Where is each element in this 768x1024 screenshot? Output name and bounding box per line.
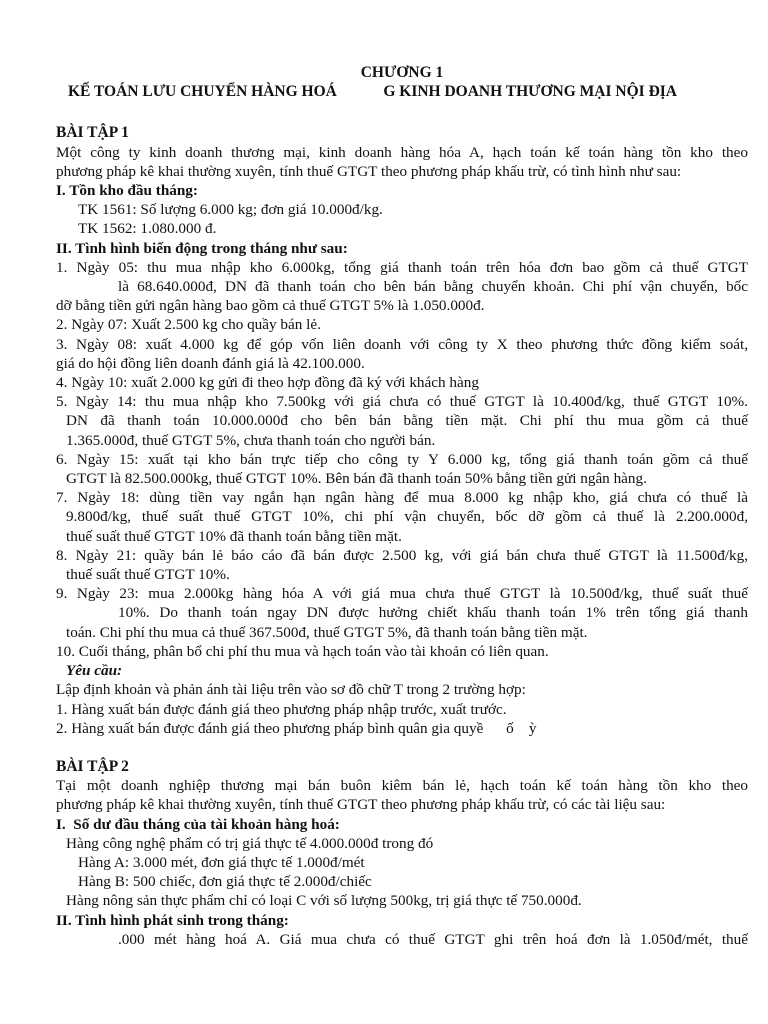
ex1-item-7-line-3: thuế suất thuế GTGT 10% đã thanh toán bằng tiền mặt.	[66, 527, 402, 545]
ex1-item-8-line-2: thuế suất thuế GTGT 10%.	[66, 566, 230, 584]
ex2-section-2-heading: II. Tình hình phát sinh trong tháng:	[56, 911, 289, 929]
ex1-item-10: 10. Cuối tháng, phân bổ chi phí thu mua và hạch toán vào tài khoản có liên quan.	[56, 642, 549, 660]
ex1-item-9-line-2: 10%. Do thanh toán ngay DN được hưởng chiết khấu thanh toán 1% trên tổng giá thanh	[118, 604, 748, 622]
ex2-balance-line-4: Hàng nông sản thực phẩm chỉ có loại C với số lượng 500kg, trị giá thực tế 750.000đ.	[66, 892, 582, 910]
ex1-item-1-line-1: 1. Ngày 05: thu mua nhập kho 6.000kg, tổng giá thanh toán trên hóa đơn bao gồm cả thuế GTGT	[56, 258, 748, 276]
ex2-balance-line-1: Hàng công nghệ phẩm có trị giá thực tế 4.000.000đ trong đó	[66, 834, 434, 852]
ex1-item-9-line-3: toán. Chi phí thu mua cả thuế 367.500đ, thuế GTGT 5%, đã thanh toán bằng tiền mặt.	[66, 623, 588, 641]
ex2-intro-line-1: Tại một doanh nghiệp thương mại bán buôn kiêm bán lẻ, hạch toán kế toán hàng tồn kho theo	[56, 777, 748, 795]
ex1-item-5-line-2: DN đã thanh toán 10.000.000đ cho bên bán bằng tiền mặt. Chi phí thu mua gồm cả thuế	[66, 412, 748, 430]
ex1-item-3-line-1: 3. Ngày 08: xuất 4.000 kg để góp vốn liên doanh với công ty X theo phương thức đồng kiểm soát,	[56, 335, 748, 353]
ex1-item-5-line-3: 1.365.000đ, thuế GTGT 5%, chưa thanh toán cho người bán.	[66, 431, 436, 449]
ex1-item-7-line-1: 7. Ngày 18: dùng tiền vay ngắn hạn ngân hàng để mua 8.000 kg nhập kho, giá chưa có thuế là	[56, 489, 748, 507]
ex2-balance-line-3: Hàng B: 500 chiếc, đơn giá thực tế 2.000đ/chiếc	[78, 873, 372, 891]
ex1-requirement-line-3: 2. Hàng xuất bán được đánh giá theo phương pháp bình quân gia quyề ố ỳ	[56, 719, 537, 737]
ex1-item-6-line-2: GTGT là 82.500.000kg, thuế GTGT 10%. Bên bán đã thanh toán 50% bằng tiền gửi ngân hàng.	[66, 470, 647, 488]
ex1-item-9-line-1: 9. Ngày 23: mua 2.000kg hàng hóa A với giá mua chưa thuế GTGT là 10.500đ/kg, thuế suất thuế	[56, 585, 748, 603]
ex1-item-1-line-3: dỡ bằng tiền gửi ngân hàng bao gồm cả thuế GTGT 5% là 1.050.000đ.	[56, 297, 485, 315]
ex1-item-2: 2. Ngày 07: Xuất 2.500 kg cho quầy bán lẻ.	[56, 316, 321, 334]
ex1-requirement-label: Yêu cầu:	[66, 662, 123, 680]
exercise-2-title: BÀI TẬP 2	[56, 757, 129, 775]
ex1-requirement-line-1: Lập định khoản và phản ánh tài liệu trên vào sơ đồ chữ T trong 2 trường hợp:	[56, 681, 526, 699]
ex2-last-line: .000 mét hàng hoá A. Giá mua chưa có thuế GTGT ghi trên hoá đơn là 1.050đ/mét, thuế	[118, 930, 748, 948]
ex1-section-2-heading: II. Tình hình biến động trong tháng như sau:	[56, 239, 348, 257]
ex1-section-1-heading: I. Tồn kho đầu tháng:	[56, 182, 198, 200]
ex1-stock-1562: TK 1562: 1.080.000 đ.	[78, 220, 217, 238]
ex1-stock-1561: TK 1561: Số lượng 6.000 kg; đơn giá 10.000đ/kg.	[78, 201, 383, 219]
ex1-item-1-line-2: là 68.640.000đ, DN đã thanh toán cho bên bán bằng chuyển khoản. Chi phí vận chuyển, bốc	[118, 278, 748, 296]
ex1-intro-line-1: Một công ty kinh doanh thương mại, kinh doanh hàng hóa A, hạch toán kế toán hàng tồn kho theo	[56, 143, 748, 161]
ex1-item-7-line-2: 9.800đ/kg, thuế suất thuế GTGT 10%, chi phí vận chuyển, bốc dỡ gồm cả thuế là 2.200.000đ,	[66, 508, 748, 526]
document-page	[56, 63, 748, 949]
ex1-item-5-line-1: 5. Ngày 14: thu mua nhập kho 7.500kg với giá chưa có thuế GTGT là 10.400đ/kg, thuế GTGT 10%.	[56, 393, 748, 411]
ex1-item-3-line-2: giá do hội đồng liên doanh đánh giá là 42.100.000.	[56, 354, 365, 372]
chapter-title: KẾ TOÁN LƯU CHUYỂN HÀNG HOÁ G KINH DOANH THƯƠNG MẠI NỘI ĐỊA	[68, 83, 677, 101]
section-spacer	[56, 738, 748, 757]
ex1-item-8-line-1: 8. Ngày 21: quầy bán lẻ báo cáo đã bán được 2.500 kg, với giá bán chưa thuế GTGT là 11.500đ/kg,	[56, 546, 748, 564]
ex2-intro-line-2: phương pháp kê khai thường xuyên, tính thuế GTGT theo phương pháp khấu trừ, có các tài liệu sau:	[56, 796, 666, 814]
chapter-number: CHƯƠNG 1	[360, 64, 444, 81]
ex1-item-6-line-1: 6. Ngày 15: xuất tại kho bán trực tiếp cho công ty Y 6.000 kg, tổng giá thanh toán gồm cả thuế	[56, 450, 748, 468]
ex1-requirement-line-2: 1. Hàng xuất bán được đánh giá theo phương pháp nhập trước, xuất trước.	[56, 700, 507, 718]
ex1-intro-line-2: phương pháp kê khai thường xuyên, tính thuế GTGT theo phương pháp khấu trừ, có tình hình như sau:	[56, 162, 682, 180]
ex1-item-4: 4. Ngày 10: xuất 2.000 kg gửi đi theo hợp đồng đã ký với khách hàng	[56, 374, 479, 392]
ex2-balance-line-2: Hàng A: 3.000 mét, đơn giá thực tế 1.000đ/mét	[78, 853, 365, 871]
exercise-1-title: BÀI TẬP 1	[56, 124, 129, 142]
ex2-section-1-heading: I. Số dư đầu tháng của tài khoản hàng hoá:	[56, 815, 340, 833]
